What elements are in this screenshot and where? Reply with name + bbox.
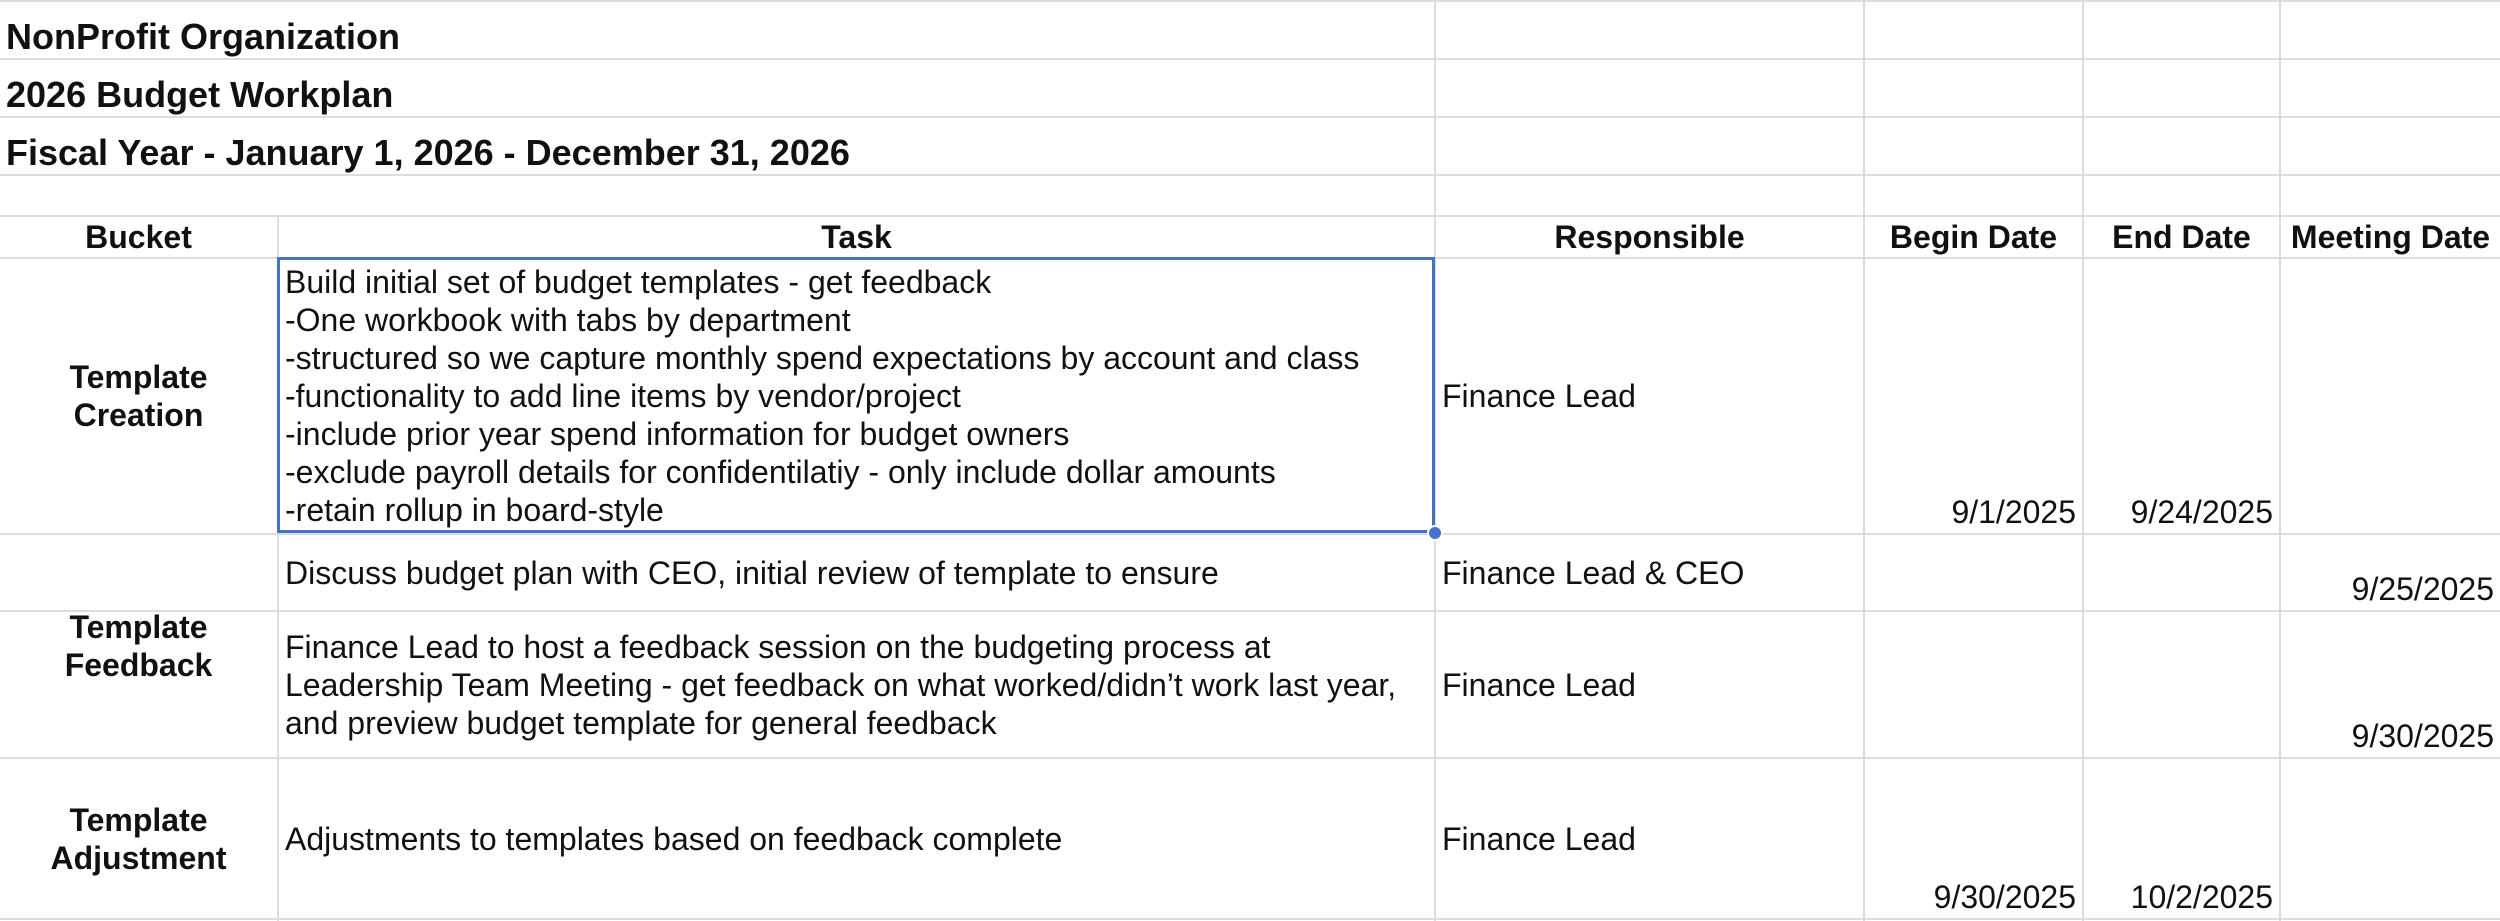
responsible-cell[interactable]: Finance Lead xyxy=(1442,666,1636,703)
task-cell[interactable]: Adjustments to templates based on feedback complete xyxy=(285,820,1063,857)
responsible-cell[interactable]: Finance Lead & CEO xyxy=(1442,554,1745,591)
bucket-cell[interactable]: Template Feedback xyxy=(64,609,213,683)
begin-date-cell[interactable]: 9/1/2025 xyxy=(1951,494,2076,530)
bucket-cell[interactable]: Template Adjustment xyxy=(50,801,227,876)
header-end-date[interactable]: End Date xyxy=(2112,219,2251,255)
responsible-cell[interactable]: Finance Lead xyxy=(1442,378,1636,414)
plan-title[interactable]: 2026 Budget Workplan xyxy=(6,74,394,115)
end-date-cell[interactable]: 9/24/2025 xyxy=(2130,494,2273,530)
task-cell[interactable]: Discuss budget plan with CEO, initial review of template to ensure xyxy=(285,554,1219,591)
begin-date-cell[interactable] xyxy=(1865,612,2082,757)
fiscal-year-title[interactable]: Fiscal Year - January 1, 2026 - December 31, 2026 xyxy=(6,132,850,173)
org-title[interactable]: NonProfit Organization xyxy=(6,16,400,57)
meeting-date-cell[interactable]: 9/30/2025 xyxy=(2351,718,2494,754)
meeting-date-cell[interactable]: 9/25/2025 xyxy=(2351,571,2494,607)
end-date-cell[interactable] xyxy=(2084,612,2279,757)
meeting-date-cell[interactable] xyxy=(2281,759,2500,918)
header-begin-date[interactable]: Begin Date xyxy=(1889,219,2058,255)
header-task[interactable]: Task xyxy=(821,219,892,255)
task-cell[interactable]: Build initial set of budget templates - get feedback -One workbook with tabs by department -structured so we capture monthly spend expectations by account and class -functionality to add line items by vendor/project -include prior year spend information for budget owners -exclude payroll details for confidentilatiy - only include dollar amounts -retain rollup in board-style xyxy=(285,264,1360,528)
task-cell[interactable]: Finance Lead to host a feedback session on the budgeting process at Leadership Team Meeting - get feedback on what worked/didn’t work last year, and preview budget template for general feedback xyxy=(285,628,1397,741)
fill-handle[interactable] xyxy=(1427,525,1443,541)
meeting-date-cell[interactable] xyxy=(2281,259,2500,533)
header-responsible[interactable]: Responsible xyxy=(1554,219,1745,255)
begin-date-cell[interactable] xyxy=(1865,535,2082,610)
end-date-cell[interactable] xyxy=(2084,535,2279,610)
header-bucket[interactable]: Bucket xyxy=(85,219,192,255)
bucket-cell[interactable]: Template Creation xyxy=(69,359,208,433)
responsible-cell[interactable]: Finance Lead xyxy=(1442,820,1636,857)
end-date-cell[interactable]: 10/2/2025 xyxy=(2130,879,2273,915)
header-meeting-date[interactable]: Meeting Date xyxy=(2290,219,2491,255)
begin-date-cell[interactable]: 9/30/2025 xyxy=(1933,879,2076,915)
